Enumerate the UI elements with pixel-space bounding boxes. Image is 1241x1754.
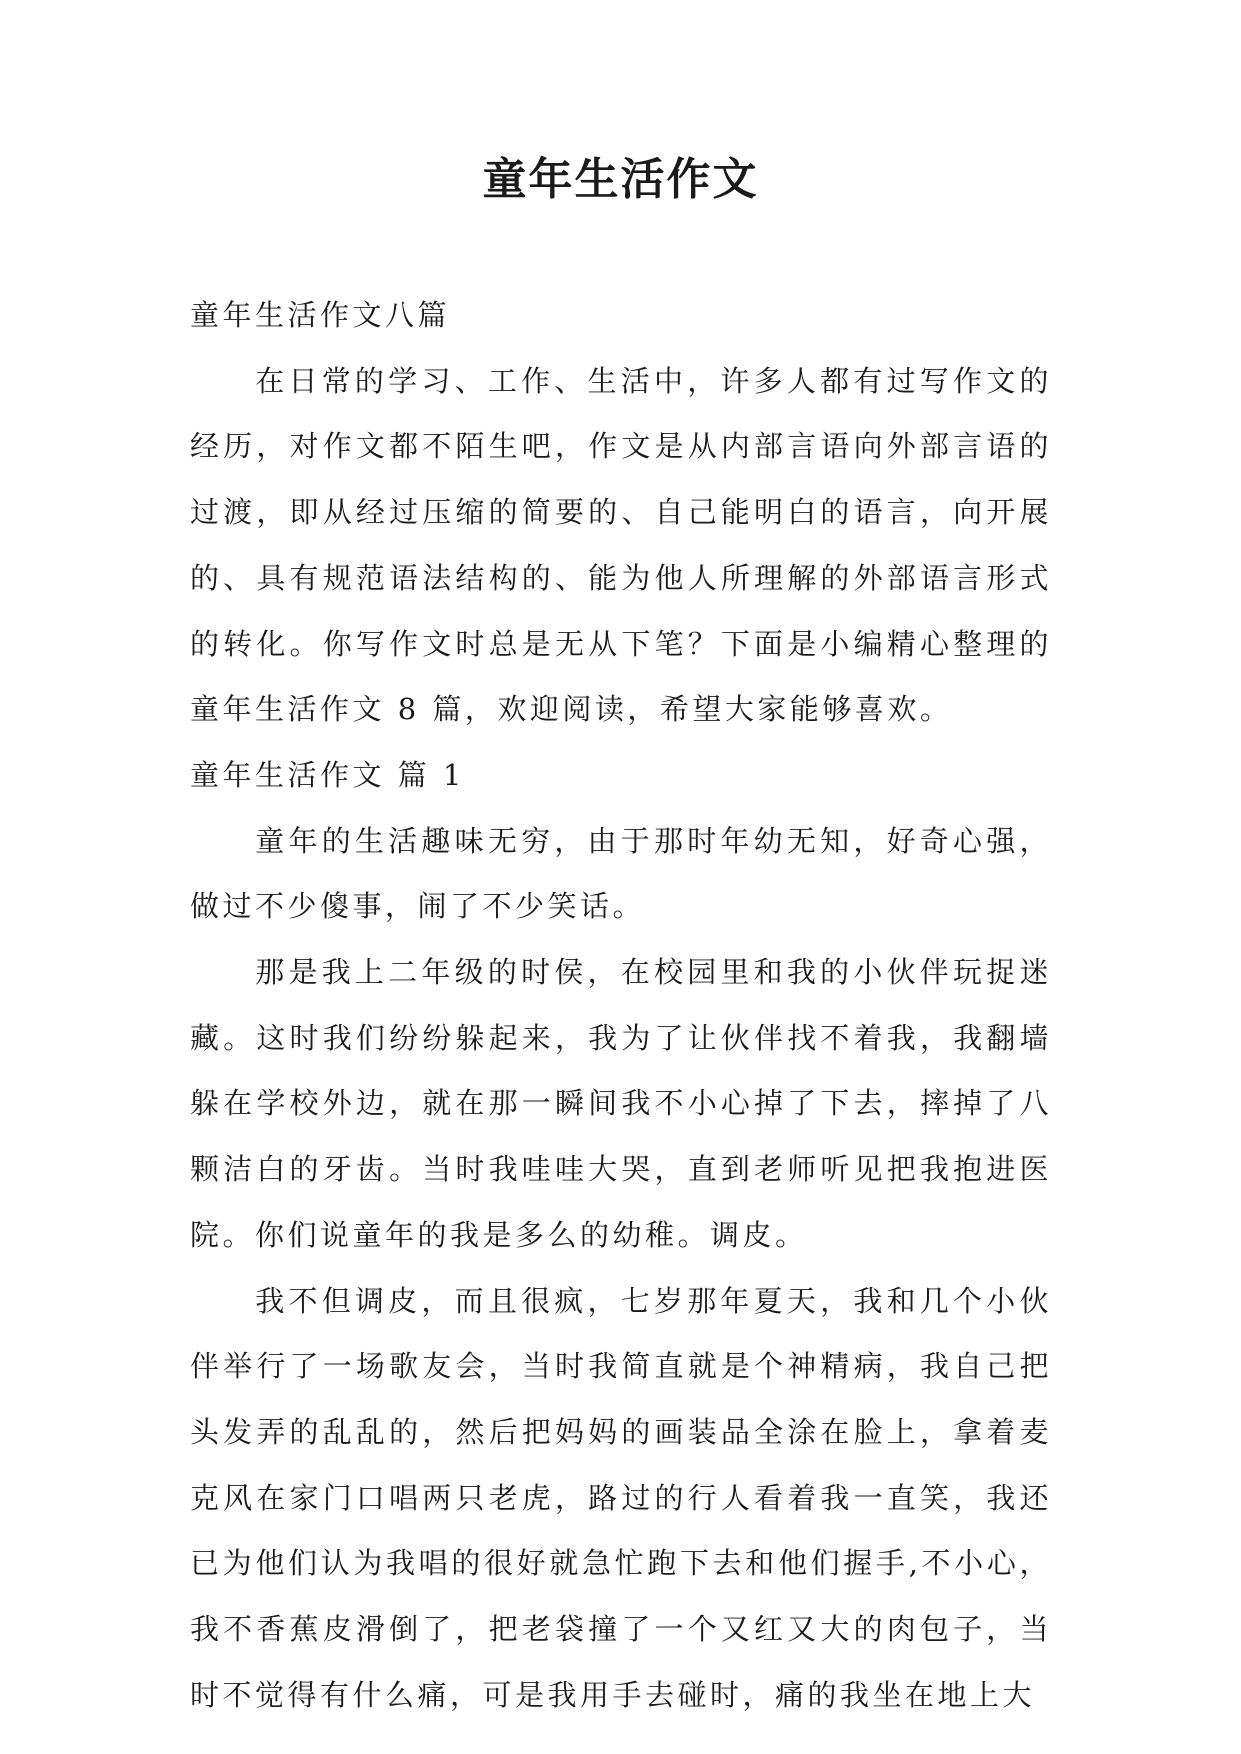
document-title: 童年生活作文	[482, 154, 759, 205]
body-paragraph-3: 我不但调皮，而且很疯，七岁那年夏天，我和几个小伙伴举行了一场歌友会，当时我简直就是个神精病，我自己把头发弄的乱乱的，然后把妈妈的画装品全涂在脸上，拿着麦克风在家门口唱两只老虎，路过的行人看着我一直笑，我还已为他们认为我唱的很好就急忙跑下去和他们握手,不小心，我不香蕉皮滑倒了，把老袋撞了一个又红又大的肉包子，当时不觉得有什么痛，可是我用手去碰时，痛的我坐在地上大	[190, 1283, 1052, 1712]
intro-paragraph: 在日常的学习、工作、生活中，许多人都有过写作文的经历，对作文都不陌生吧，作文是从内部言语向外部言语的过渡，即从经过压缩的简要的、自己能明白的语言，向开展的、具有规范语法结构的、能为他人所理解的外部语言形式的转化。你写作文时总是无从下笔？下面是小编精心整理的童年生活作文 8 篇，欢迎阅读，希望大家能够喜欢。	[190, 363, 1052, 727]
body-paragraph-2: 那是我上二年级的时侯，在校园里和我的小伙伴玩捉迷藏。这时我们纷纷躲起来，我为了让伙伴找不着我，我翻墙躲在学校外边，就在那一瞬间我不小心掉了下去，摔掉了八颗洁白的牙齿。当时我哇哇大哭，直到老师听见把我抱进医院。你们说童年的我是多么的幼稚。调皮。	[190, 955, 1052, 1252]
section-heading: 童年生活作文 篇 1	[190, 757, 465, 792]
document-body	[190, 283, 1052, 1728]
document-subtitle: 童年生活作文八篇	[190, 298, 451, 332]
body-paragraph-1: 童年的生活趣味无穷，由于那时年幼无知，好奇心强，做过不少傻事，闹了不少笑话。	[190, 823, 1052, 924]
